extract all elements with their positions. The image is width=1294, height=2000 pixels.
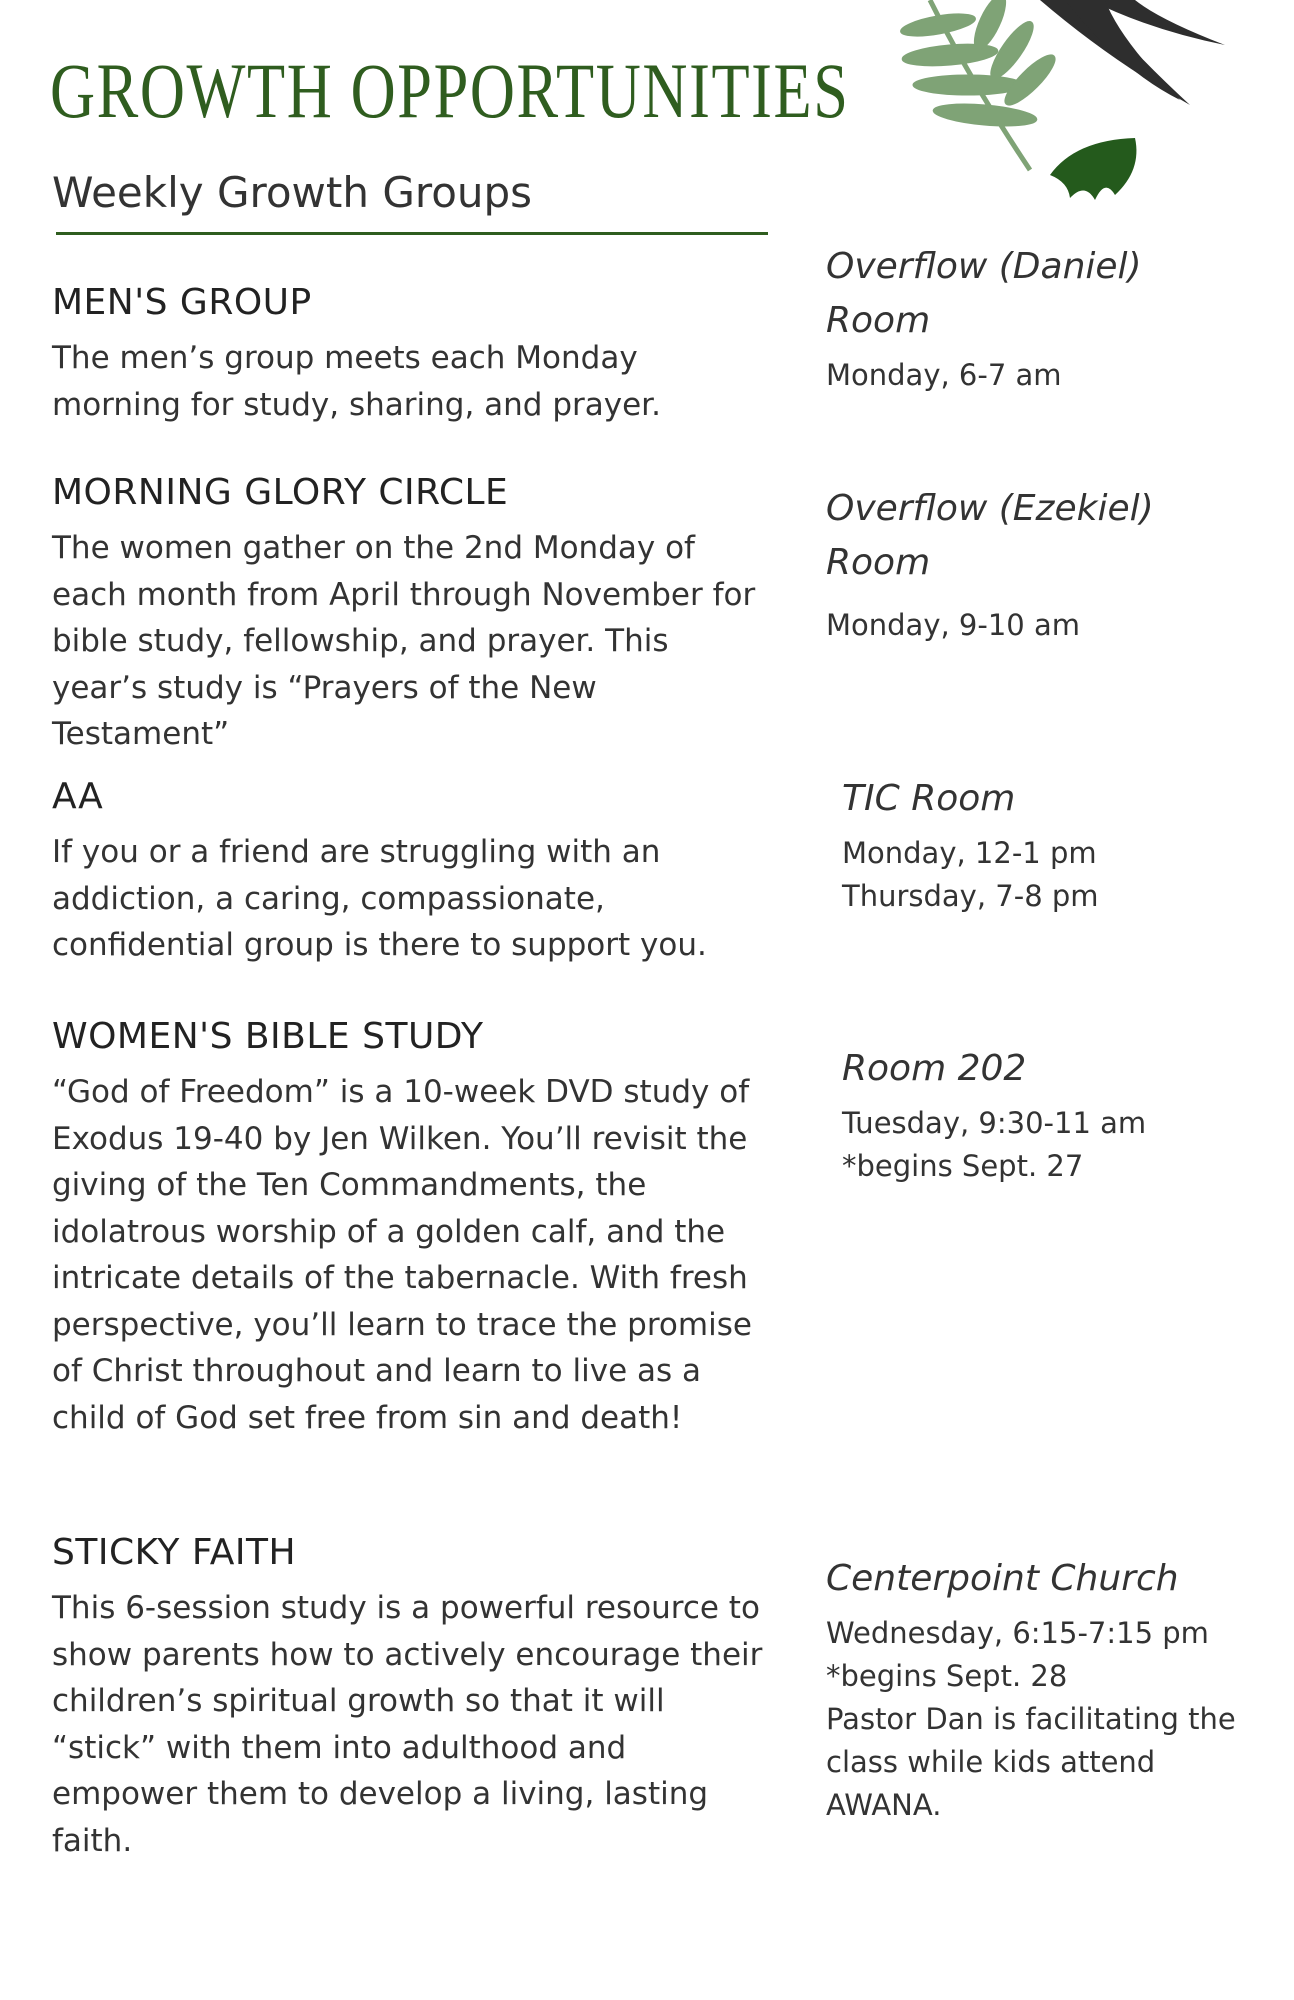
group-womens-bible-study bbox=[52, 1016, 772, 1441]
group-mens bbox=[52, 282, 772, 428]
room-name: Room 202 bbox=[842, 1048, 1027, 1089]
group-aa bbox=[52, 776, 772, 969]
section-description: This 6-session study is a powerful resource to show parents how to actively encourage their children’s spiritual growth so that it will “stick” with them into adulthood and empower them to develop a living, lasting faith. bbox=[52, 1590, 763, 1859]
group-morning-glory bbox=[52, 472, 772, 758]
group-mens-details bbox=[826, 240, 1246, 397]
fern-icon bbox=[899, 0, 1061, 170]
dark-leaf-icon bbox=[1040, 0, 1225, 105]
section-description: “God of Freedom” is a 10-week DVD study of Exodus 19-40 by Jen Wilken. You’ll revisit the giving of the Ten Commandments, the idolatrous worship of a golden calf, and the intricate details of the tabernacle. With fresh perspective, you’ll learn to trace the promise of Christ throughout and learn to live as a child of God set free from sin and death! bbox=[52, 1074, 752, 1436]
schedule-line: Monday, 6-7 am bbox=[826, 358, 1062, 392]
group-aa-details bbox=[842, 772, 1262, 918]
schedule-line: Monday, 9-10 am bbox=[826, 608, 1080, 642]
group-sticky-faith-details bbox=[826, 1552, 1246, 1827]
section-heading: AA bbox=[52, 776, 104, 817]
schedule-line: *begins Sept. 27 bbox=[842, 1149, 1084, 1183]
section-heading: MEN'S GROUP bbox=[52, 282, 312, 323]
schedule-line: Wednesday, 6:15-7:15 pm bbox=[826, 1616, 1209, 1650]
section-description: The men’s group meets each Monday morning for study, sharing, and prayer. bbox=[52, 340, 661, 423]
group-morning-glory-details bbox=[826, 482, 1246, 647]
section-heading: WOMEN'S BIBLE STUDY bbox=[52, 1016, 484, 1057]
room-name: Overflow (Ezekiel) Room bbox=[826, 488, 1154, 583]
section-heading: STICKY FAITH bbox=[52, 1532, 297, 1573]
title-divider bbox=[56, 232, 768, 235]
room-name: Overflow (Daniel) Room bbox=[826, 246, 1142, 341]
group-womens-bible-study-details bbox=[842, 1042, 1262, 1188]
schedule-line: Tuesday, 9:30-11 am bbox=[842, 1106, 1147, 1140]
group-sticky-faith bbox=[52, 1532, 772, 1864]
section-description: The women gather on the 2nd Monday of each month from April through November for bible study, fellowship, and prayer. This year’s study is “Prayers of the New Testament” bbox=[52, 530, 756, 752]
section-description: If you or a friend are struggling with an addiction, a caring, compassionate, confidential group is there to support you. bbox=[52, 834, 707, 963]
section-heading: MORNING GLORY CIRCLE bbox=[52, 472, 509, 513]
schedule-line: Pastor Dan is facilitating the class while kids attend AWANA. bbox=[826, 1702, 1236, 1822]
page-title: GROWTH OPPORTUNITIES bbox=[50, 47, 850, 134]
schedule-line: Monday, 12-1 pm bbox=[842, 836, 1097, 870]
leaf-branch-icon bbox=[890, 0, 1250, 220]
schedule-line: Thursday, 7-8 pm bbox=[842, 879, 1099, 913]
green-leaf-icon bbox=[1050, 138, 1136, 200]
page-subtitle: Weekly Growth Groups bbox=[52, 168, 533, 217]
schedule-line: *begins Sept. 28 bbox=[826, 1659, 1068, 1693]
room-name: TIC Room bbox=[842, 778, 1016, 819]
room-name: Centerpoint Church bbox=[826, 1558, 1179, 1599]
